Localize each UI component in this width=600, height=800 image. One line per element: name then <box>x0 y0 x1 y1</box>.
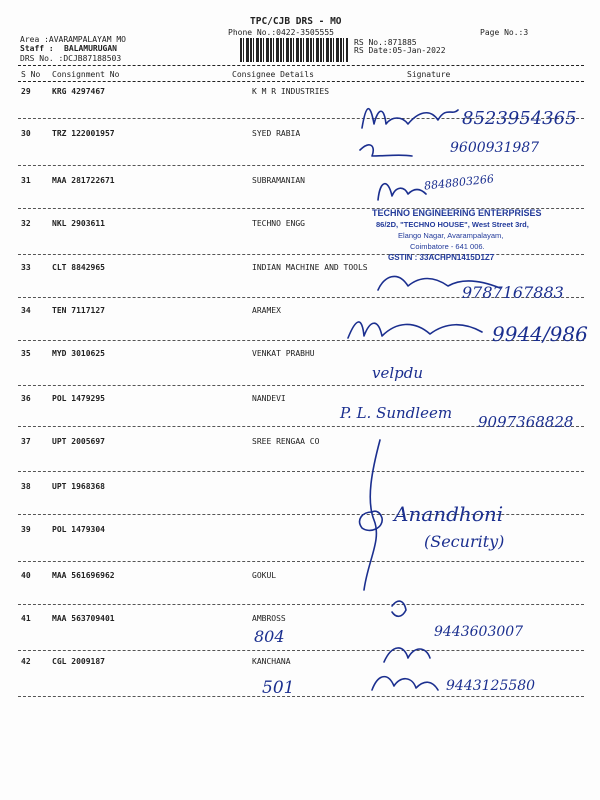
table-row: 36 POL 1479295 NANDEVI <box>21 394 286 403</box>
handwritten-phone-33: 9787167883 <box>462 283 564 302</box>
area-field: Area :AVARAMPALAYAM MO <box>20 35 126 44</box>
table-row: 29 KRG 4297467 K M R INDUSTRIES <box>21 87 330 96</box>
table-row: 35 MYD 3010625 VENKAT PRABHU <box>21 349 315 358</box>
staff-label: Staff : <box>20 44 54 53</box>
signature-34 <box>348 322 482 338</box>
table-row: 42 CGL 2009187 KANCHANA <box>21 657 291 666</box>
signature-30 <box>360 145 412 156</box>
handwritten-name-35: velpdu <box>372 364 424 382</box>
drs-number: DRS No. :DCJB87188503 <box>20 54 122 63</box>
phone-number: Phone No.:0422-3505555 <box>228 28 334 37</box>
handwritten-phone-41: 9443603007 <box>434 624 524 640</box>
handwritten-name-39: Anandhoni <box>394 502 504 526</box>
table-row: 37 UPT 2005697 SREE RENGAA CO <box>21 437 320 446</box>
column-header-sno: S No <box>21 70 41 79</box>
table-row: 40 MAA 561696962 GOKUL <box>21 571 277 580</box>
handwritten-phone-31: 8848803266 <box>423 172 495 193</box>
rs-number: RS No.:871885 <box>354 38 417 47</box>
document-title: TPC/CJB DRS - MO <box>250 16 342 27</box>
company-stamp-line1: TECHNO ENGINEERING ENTERPRISES <box>372 208 542 218</box>
table-row: 33 CLT 8842965 INDIAN MACHINE AND TOOLS <box>21 263 368 272</box>
table-row: 41 MAA 563709401 AMBROSS <box>21 614 286 623</box>
column-header-signature: Signature <box>407 70 451 79</box>
handwritten-phone-30: 9600931987 <box>450 140 540 156</box>
signature-37-line <box>364 440 380 590</box>
staff-name: BALAMURUGAN <box>64 44 117 53</box>
company-stamp-line2: 86/2D, "TECHNO HOUSE", West Street 3rd, <box>376 220 529 229</box>
signature-41b <box>384 648 430 662</box>
column-header-consignment: Consignment No <box>52 70 120 79</box>
handwritten-role-39: (Security) <box>424 532 505 551</box>
company-stamp-line4: Coimbatore - 641 006. <box>410 242 485 251</box>
handwritten-name-36: P. L. Sundleem <box>340 404 453 422</box>
company-stamp-line3: Elango Nagar, Avarampalayam, <box>398 231 504 240</box>
handwritten-phone-36: 9097368828 <box>478 413 574 431</box>
signature-29 <box>362 109 458 128</box>
handwritten-phone-34: 9944/986 <box>492 322 588 346</box>
page-number: Page No.:3 <box>480 28 529 37</box>
signature-41 <box>392 601 406 616</box>
handwritten-number-41: 804 <box>254 627 285 646</box>
rs-date: RS Date:05-Jan-2022 <box>354 46 446 55</box>
company-stamp-line5: GSTIN : 33ACHPN1415D1Z7 <box>388 253 495 262</box>
table-row: 38 UPT 1968368 <box>21 482 105 491</box>
table-row: 30 TRZ 122001957 SYED RABIA <box>21 129 301 138</box>
handwritten-phone-42: 9443125580 <box>446 678 536 694</box>
table-row: 31 MAA 281722671 SUBRAMANIAN <box>21 176 305 185</box>
column-header-consignee: Consignee Details <box>232 70 314 79</box>
signature-39-circle <box>360 511 383 530</box>
signature-42 <box>372 677 438 690</box>
signature-31 <box>378 184 426 200</box>
table-row: 34 TEN 7117127 ARAMEX <box>21 306 281 315</box>
handwritten-number-42: 501 <box>262 678 295 698</box>
table-row: 32 NKL 2903611 TECHNO ENGG <box>21 219 305 228</box>
handwritten-phone-29: 8523954365 <box>462 108 577 129</box>
table-row: 39 POL 1479304 <box>21 525 105 534</box>
